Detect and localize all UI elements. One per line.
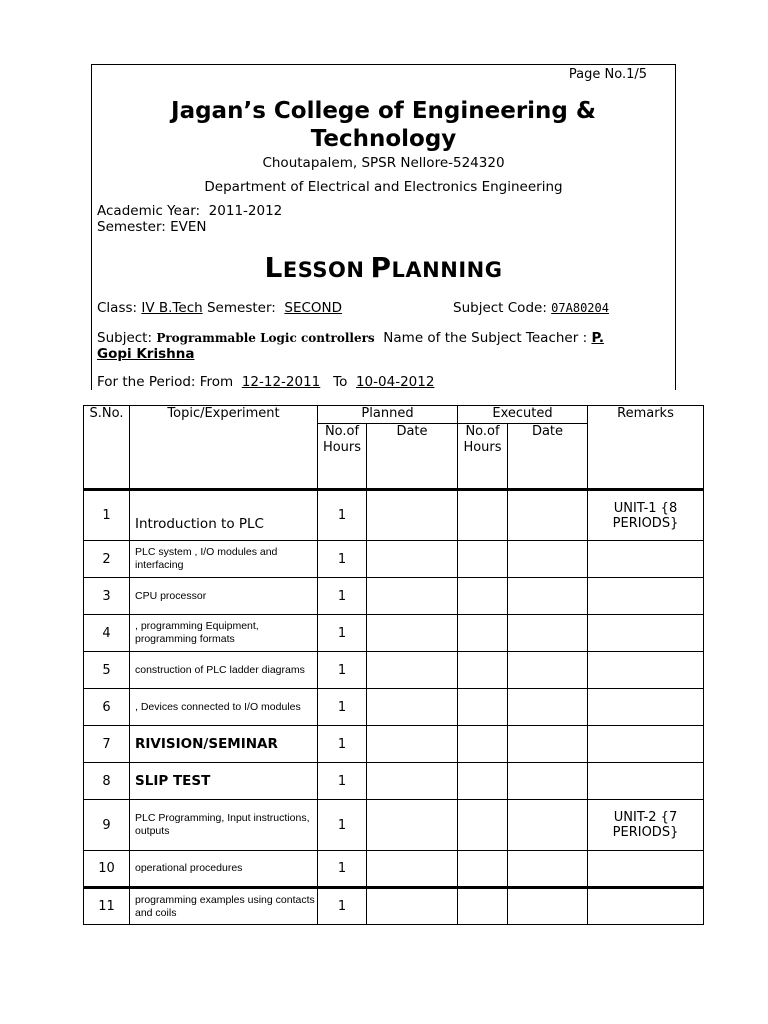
row-planned-date	[367, 689, 458, 726]
row-topic: programming examples using contacts and coils	[130, 888, 318, 925]
row-topic: operational procedures	[130, 851, 318, 888]
row-executed-date	[508, 888, 588, 925]
table-row	[84, 800, 704, 851]
subject-label: Subject:	[97, 330, 153, 346]
academic-year-value: 2011-2012	[208, 203, 283, 219]
lesson-planning-title	[92, 251, 675, 284]
row-executed-date	[508, 726, 588, 763]
lesson-plan-table	[83, 405, 704, 925]
table-row	[84, 490, 704, 541]
college-name-line1: Jagan’s College of Engineering &	[171, 98, 596, 124]
table-row	[84, 689, 704, 726]
academic-year	[97, 203, 282, 219]
table-row	[84, 541, 704, 578]
teacher-name	[97, 346, 194, 362]
row-topic: RIVISION/SEMINAR	[130, 726, 318, 763]
row-remark	[588, 652, 704, 689]
row-executed-date	[508, 851, 588, 888]
row-planned-hours: 1	[318, 851, 367, 888]
row-remark	[588, 541, 704, 578]
row-topic: Introduction to PLC	[130, 490, 318, 541]
planning-initial: P	[370, 251, 392, 284]
column-header-sno: S.No.	[84, 406, 130, 490]
row-remark	[588, 615, 704, 652]
row-sno: 2	[84, 541, 130, 578]
row-planned-hours: 1	[318, 541, 367, 578]
row-executed-hours	[458, 578, 508, 615]
row-executed-date	[508, 763, 588, 800]
semester2-label: Semester:	[206, 300, 276, 316]
row-planned-date	[367, 652, 458, 689]
row-planned-date	[367, 615, 458, 652]
row-planned-date	[367, 851, 458, 888]
row-topic: SLIP TEST	[130, 763, 318, 800]
row-remark	[588, 689, 704, 726]
subject-code	[453, 300, 609, 316]
row-executed-date	[508, 578, 588, 615]
row-planned-date	[367, 541, 458, 578]
row-remark	[588, 888, 704, 925]
subject-value: Programmable Logic controllers	[156, 331, 375, 345]
column-header-remarks: Remarks	[588, 406, 704, 490]
college-name	[92, 97, 675, 153]
row-planned-hours: 1	[318, 652, 367, 689]
semester2-value: SECOND	[284, 300, 343, 316]
row-executed-date	[508, 800, 588, 851]
table-row	[84, 578, 704, 615]
row-planned-date	[367, 800, 458, 851]
row-topic: construction of PLC ladder diagrams	[130, 652, 318, 689]
row-planned-date	[367, 578, 458, 615]
row-executed-date	[508, 652, 588, 689]
row-executed-hours	[458, 490, 508, 541]
class-value: IV B.Tech	[141, 300, 203, 316]
row-planned-date	[367, 726, 458, 763]
row-executed-hours	[458, 851, 508, 888]
period-label: For the Period: From	[97, 374, 234, 390]
row-remark: UNIT-1 {8 PERIODS}	[588, 490, 704, 541]
planned-hours-header: No.of Hours	[318, 424, 367, 490]
teacher-rest: Gopi Krishna	[97, 346, 195, 362]
executed-date-header: Date	[508, 424, 588, 490]
period-to: 10-04-2012	[355, 374, 435, 390]
college-address: Choutapalem, SPSR Nellore-524320	[262, 155, 505, 171]
row-planned-date	[367, 763, 458, 800]
semester-value: EVEN	[170, 219, 207, 235]
department-name: Department of Electrical and Electronics Engineering	[204, 179, 563, 195]
row-topic: PLC system , I/O modules and interfacing	[130, 541, 318, 578]
page-number: Page No.1/5	[568, 67, 647, 82]
table-row	[84, 851, 704, 888]
column-header-executed: Executed	[458, 406, 588, 424]
lesson-rest: ESSON	[282, 258, 365, 282]
row-executed-date	[508, 615, 588, 652]
row-executed-hours	[458, 652, 508, 689]
row-remark: UNIT-2 {7 PERIODS}	[588, 800, 704, 851]
row-sno: 9	[84, 800, 130, 851]
row-topic: PLC Programming, Input instructions, outputs	[130, 800, 318, 851]
row-sno: 11	[84, 888, 130, 925]
row-planned-date	[367, 888, 458, 925]
row-sno: 1	[84, 490, 130, 541]
row-planned-hours: 1	[318, 490, 367, 541]
row-sno: 6	[84, 689, 130, 726]
row-planned-hours: 1	[318, 578, 367, 615]
row-planned-date	[367, 490, 458, 541]
row-executed-hours	[458, 615, 508, 652]
class-line	[97, 300, 342, 316]
row-executed-date	[508, 541, 588, 578]
row-executed-hours	[458, 763, 508, 800]
row-executed-hours	[458, 689, 508, 726]
row-topic: CPU processor	[130, 578, 318, 615]
row-planned-hours: 1	[318, 726, 367, 763]
semester	[97, 219, 207, 235]
table-row	[84, 615, 704, 652]
row-sno: 7	[84, 726, 130, 763]
semester-label: Semester:	[97, 219, 166, 235]
teacher-first: P.	[591, 330, 604, 346]
row-planned-hours: 1	[318, 888, 367, 925]
table-row	[84, 763, 704, 800]
lesson-initial: L	[264, 251, 283, 284]
document-header	[91, 64, 676, 390]
row-executed-hours	[458, 800, 508, 851]
row-sno: 3	[84, 578, 130, 615]
row-planned-hours: 1	[318, 689, 367, 726]
teacher-label: Name of the Subject Teacher :	[383, 330, 588, 346]
column-header-planned: Planned	[318, 406, 458, 424]
subject-code-value: 07A80204	[551, 301, 609, 315]
row-topic: , programming Equipment, programming formats	[130, 615, 318, 652]
row-executed-hours	[458, 888, 508, 925]
row-planned-hours: 1	[318, 800, 367, 851]
row-sno: 10	[84, 851, 130, 888]
row-remark	[588, 726, 704, 763]
row-executed-hours	[458, 726, 508, 763]
row-executed-date	[508, 490, 588, 541]
column-header-topic: Topic/Experiment	[130, 406, 318, 490]
row-remark	[588, 763, 704, 800]
row-remark	[588, 851, 704, 888]
row-planned-hours: 1	[318, 763, 367, 800]
row-executed-hours	[458, 541, 508, 578]
table-row	[84, 888, 704, 925]
row-planned-hours: 1	[318, 615, 367, 652]
table-row	[84, 652, 704, 689]
period-line	[97, 374, 434, 390]
row-executed-date	[508, 689, 588, 726]
college-name-line2: Technology	[310, 126, 457, 152]
row-remark	[588, 578, 704, 615]
planned-date-header: Date	[367, 424, 458, 490]
period-from: 12-12-2011	[241, 374, 321, 390]
table-row	[84, 726, 704, 763]
row-sno: 5	[84, 652, 130, 689]
row-sno: 8	[84, 763, 130, 800]
row-sno: 4	[84, 615, 130, 652]
subject-line	[97, 330, 604, 346]
subject-code-label: Subject Code:	[453, 300, 547, 316]
period-to-label: To	[333, 374, 348, 390]
academic-year-label: Academic Year:	[97, 203, 201, 219]
row-topic: , Devices connected to I/O modules	[130, 689, 318, 726]
planning-rest: LANNING	[391, 258, 503, 282]
class-label: Class:	[97, 300, 138, 316]
executed-hours-header: No.of Hours	[458, 424, 508, 490]
